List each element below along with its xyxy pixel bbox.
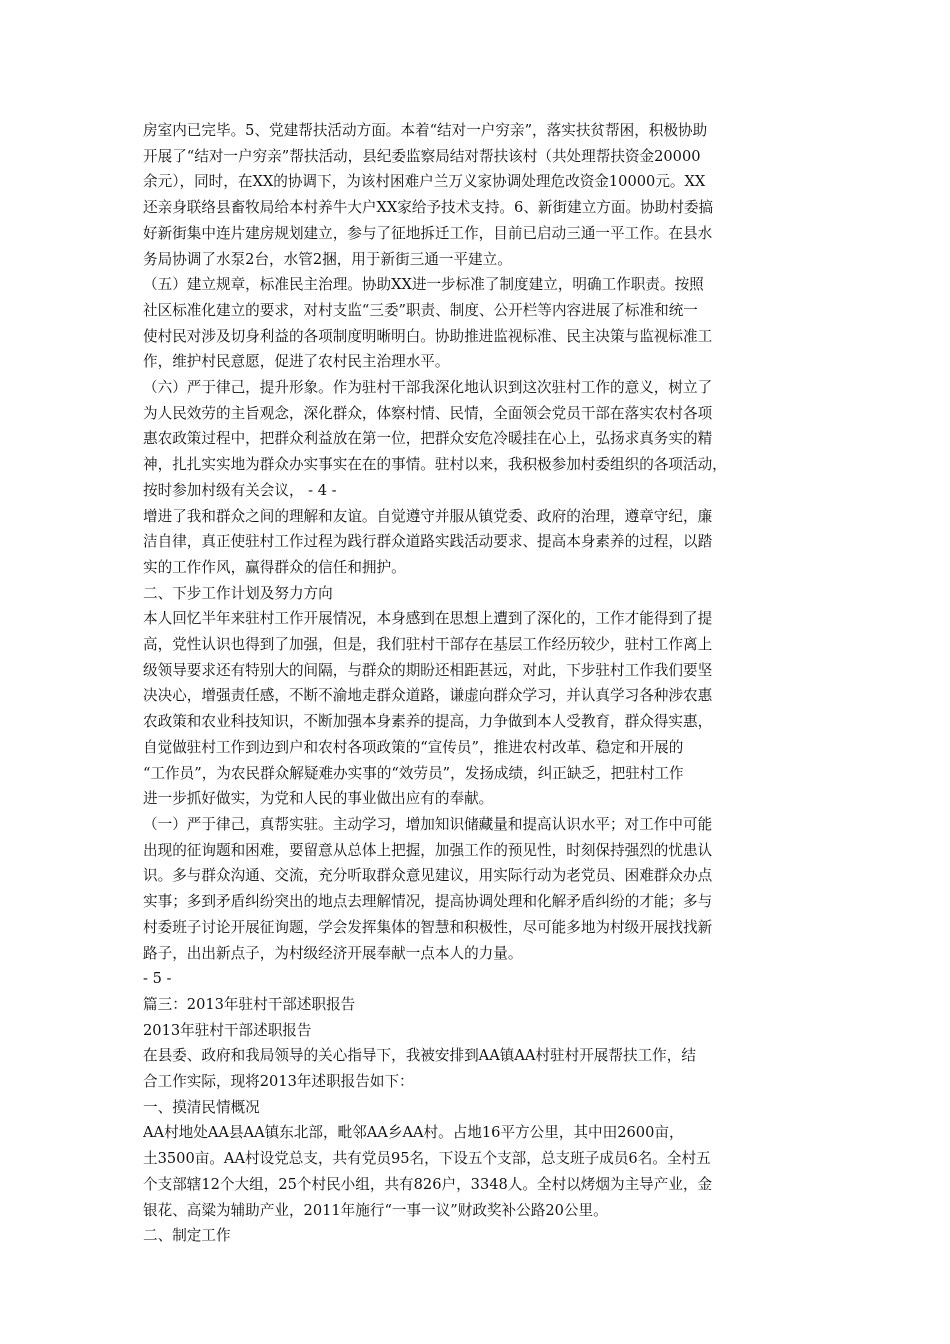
text-line: 级领导要求还有特别大的间隔，与群众的期盼还相距甚远，对此，下步驻村工作我们要坚 [143, 661, 713, 679]
text-line: 惠农政策过程中，把群众利益放在第一位，把群众安危冷暖挂在心上，弘扬求真务实的精 [143, 430, 713, 448]
text-line: 合工作实际，现将2013年述职报告如下： [143, 1073, 414, 1091]
text-line: 社区标准化建立的要求，对村支监“三委”职责、制度、公开栏等内容进展了标准和统一 [143, 301, 698, 319]
text-line: 二、下步工作计划及努力方向 [143, 584, 333, 602]
text-line: 出现的征询题和困难，要留意从总体上把握，加强工作的预见性，时刻保持强烈的忧患认 [143, 841, 713, 859]
text-line: 一、摸清民情概况 [143, 1098, 260, 1116]
paragraph [143, 1223, 808, 1249]
paragraph [143, 375, 808, 504]
text-line: 二、制定工作 [143, 1227, 231, 1245]
text-line: 个支部辖12个大组，25个村民小组，共有826户，3348人。全村以烤烟为主导产业，金 [143, 1175, 713, 1193]
document-body [143, 118, 808, 1249]
text-line: - 5 - [143, 970, 172, 988]
text-line: 好新街集中连片建房规划建立，参与了征地拆迁工作，目前已启动三通一平工作。在县水 [143, 224, 713, 242]
text-line: 本人回忆半年来驻村工作开展情况，本身感到在思想上遭到了深化的，工作才能得到了提 [143, 610, 713, 628]
paragraph [143, 118, 808, 272]
text-line: 洁自律，真正使驻村工作过程为践行群众道路实践活动要求、提高本身素养的过程，以踏 [143, 533, 713, 551]
text-line: 开展了“结对一户穷亲”帮扶活动，县纪委监察局结对帮扶该村（共处理帮扶资金20000 [143, 147, 701, 165]
paragraph [143, 1120, 808, 1223]
text-line: 2013年驻村干部述职报告 [143, 1021, 312, 1039]
text-line: 银花、高粱为辅助产业，2011年施行“一事一议”财政奖补公路20公里。 [143, 1201, 608, 1219]
paragraph [143, 1043, 808, 1094]
text-line: 使村民对涉及切身利益的各项制度明晰明白。协助推进监视标准、民主决策与监视标准工 [143, 327, 713, 345]
text-line: 土3500亩。AA村设党总支，共有党员95名，下设五个支部，总支班子成员6名。全村五 [143, 1150, 711, 1168]
text-line: 村委班子讨论开展征询题，学会发挥集体的智慧和积极性，尽可能多地为村级开展找找新 [143, 918, 713, 936]
paragraph [143, 504, 808, 581]
paragraph [143, 1018, 808, 1044]
paragraph [143, 581, 808, 607]
paragraph [143, 812, 808, 966]
text-line: AA村地处AA县AA镇东北部，毗邻AA乡AA村。占地16平方公里，其中田2600亩， [143, 1124, 684, 1142]
text-line: 篇三：2013年驻村干部述职报告 [143, 995, 356, 1013]
text-line: 作，维护村民意愿，促进了农村民主治理水平。 [143, 353, 450, 371]
text-line: 识。多与群众沟通、交流，充分听取群众意见建议，用实际行动为老党员、困难群众办点 [143, 867, 713, 885]
paragraph [143, 606, 808, 812]
text-line: （五）建立规章，标准民主治理。协助XX进一步标准了制度建立，明确工作职责。按照 [143, 276, 704, 294]
paragraph [143, 966, 808, 992]
text-line: 按时参加村级有关会议， - 4 - [143, 481, 337, 499]
text-line: 农政策和农业科技知识，不断加强本身素养的提高，力争做到本人受教育，群众得实惠， [143, 713, 713, 731]
text-line: 增进了我和群众之间的理解和友谊。自觉遵守并服从镇党委、政府的治理，遵章守纪，廉 [143, 507, 713, 525]
text-line: 路子，出出新点子，为村级经济开展奉献一点本人的力量。 [143, 944, 523, 962]
text-line: （六）严于律己，提升形象。作为驻村干部我深化地认识到这次驻村工作的意义，树立了 [143, 379, 713, 397]
text-line: 自觉做驻村工作到边到户和农村各项政策的“宣传员”，推进农村改革、稳定和开展的 [143, 738, 684, 756]
text-line: 决决心，增强责任感，不断不渝地走群众道路，谦虚向群众学习，并认真学习各种涉农惠 [143, 687, 713, 705]
text-line: （一）严于律己，真帮实驻。主动学习，增加知识储藏量和提高认识水平；对工作中可能 [143, 815, 713, 833]
text-line: 高，党性认识也得到了加强，但是，我们驻村干部存在基层工作经历较少，驻村工作离上 [143, 636, 713, 654]
text-line: 房室内已完毕。5、党建帮扶活动方面。本着“结对一户穷亲”，落实扶贫帮困，积极协助 [143, 122, 708, 139]
text-line: 实的工作作风，赢得群众的信任和拥护。 [143, 558, 406, 576]
text-line: 务局协调了水泵2台，水管2捆，用于新街三通一平建立。 [143, 250, 512, 268]
text-line: 实事；多到矛盾纠纷突出的地点去理解情况，提高协调处理和化解矛盾纠纷的才能；多与 [143, 893, 713, 911]
paragraph [143, 992, 808, 1018]
text-line: 在县委、政府和我局领导的关心指导下，我被安排到AA镇AA村驻村开展帮扶工作，结 [143, 1047, 696, 1065]
text-line: 神，扎扎实实地为群众办实事实在在的事情。驻村以来，我积极参加村委组织的各项活动， [143, 456, 727, 474]
text-line: “工作员”，为农民群众解疑难办实事的“效劳员”，发扬成绩，纠正缺乏，把驻村工作 [143, 764, 684, 782]
paragraph [143, 272, 808, 375]
text-line: 余元），同时，在XX的协调下，为该村困难户兰万义家协调处理危改资金10000元。XX [143, 173, 706, 191]
text-line: 还亲身联络县畜牧局给本村养牛大户XX家给予技术支持。6、新街建立方面。协助村委搞 [143, 199, 714, 217]
text-line: 为人民效劳的主旨观念，深化群众，体察村情、民情，全面领会党员干部在落实农村各项 [143, 404, 713, 422]
paragraph [143, 1095, 808, 1121]
text-line: 进一步抓好做实，为党和人民的事业做出应有的奉献。 [143, 790, 494, 808]
